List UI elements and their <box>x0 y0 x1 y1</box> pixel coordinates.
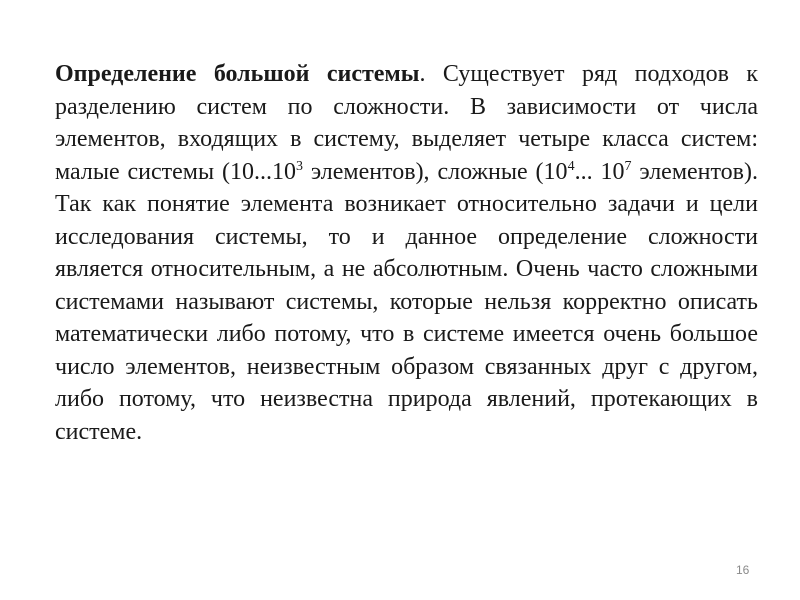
definition-heading: Определение большой системы <box>55 61 420 87</box>
paragraph-text-part-2: элементов), сложные (10 <box>303 158 568 185</box>
paragraph-text-part-1: . Существует ряд подходов к разделению систем по сложности. В зависимости от числа элементов, входящих в систему, выделяет четыре класса систем: малые системы (10...10 <box>55 61 759 185</box>
exponent-7: 7 <box>624 158 632 174</box>
body-paragraph <box>55 58 758 448</box>
exponent-3: 3 <box>296 158 303 174</box>
paragraph-text-part-4: элементов). Так как понятие элемента возникает относительно задачи и цели исследования системы, то и данное определение сложности является относительным, а не абсолютным. Очень часто сложными системами называют системы, которые нельзя корректно описать математически либо потому, что в системе имеется очень большое число элементов, неизвестным образом связанных друг с другом, либо потому, что неизвестна природа явлений, протекающих в системе. <box>55 158 759 445</box>
exponent-4: 4 <box>567 158 575 174</box>
slide-page-number: 16 <box>736 563 750 577</box>
paragraph-text-part-3: ... 10 <box>574 158 625 185</box>
